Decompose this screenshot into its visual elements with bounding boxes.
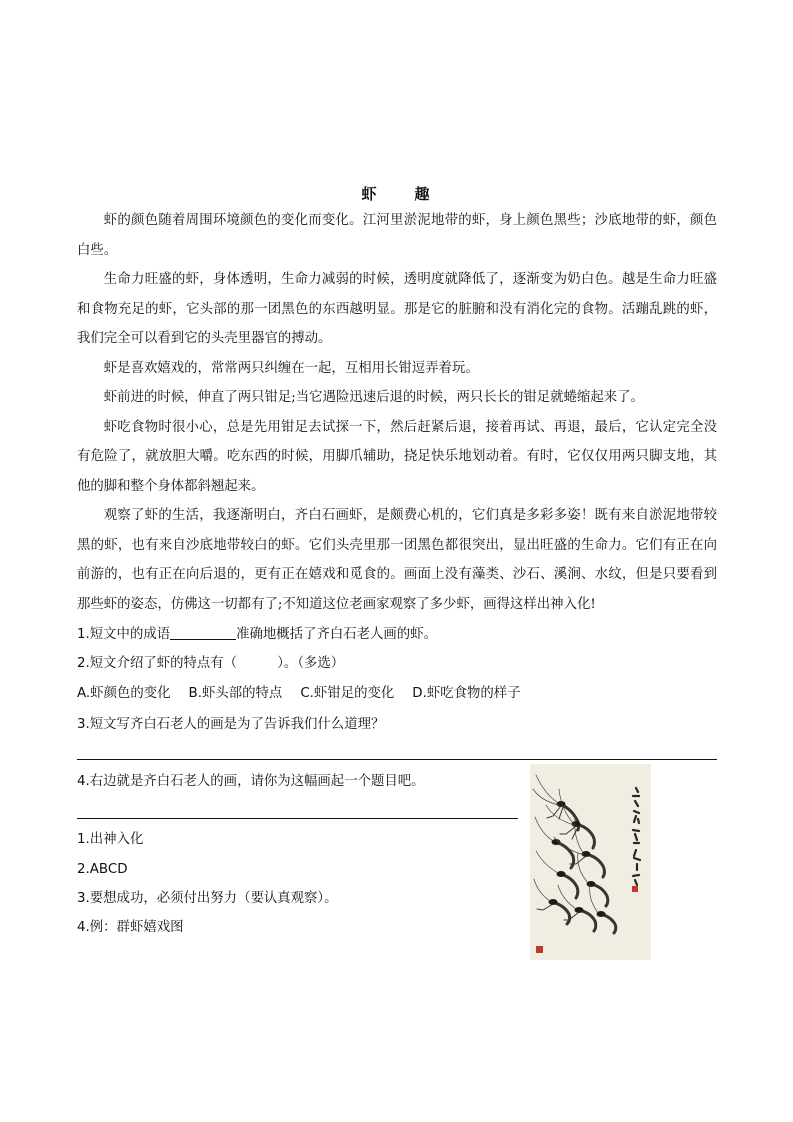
title-char-2: 趣 — [414, 185, 432, 203]
question-2: 2.短文介绍了虾的特点有（ ）。（多选） — [77, 656, 345, 671]
artist-seal-upper — [632, 886, 638, 892]
answer-line-4[interactable] — [77, 818, 518, 819]
question-3: 3.短文写齐白石老人的画是为了告诉我们什么道理？ — [77, 717, 385, 732]
answer-1: 1.出神入化 — [77, 832, 144, 847]
option-b[interactable]: B.虾头部的特点 — [188, 686, 283, 701]
shrimp-painting-drawing — [530, 764, 651, 960]
article-paragraph: 虾前进的时候，伸直了两只钳足;当它遇险迅速后退的时候，两只长长的钳足就蜷缩起来了。 — [103, 390, 644, 405]
shrimp-painting-image — [530, 764, 651, 960]
answer-4: 4.例：群虾嬉戏图 — [77, 920, 184, 935]
answer-3: 3.要想成功，必须付出努力（要认真观察）。 — [77, 891, 338, 906]
answer-2: 2.ABCD — [77, 862, 128, 877]
article-paragraph: 虾的颜色随着周围环境颜色的变化而变化。江河里淤泥地带的虾，身上颜色黑些；沙底地带的虾，颜色白些。 — [77, 213, 717, 258]
inscription-marks — [633, 788, 640, 885]
option-d[interactable]: D.虾吃食物的样子 — [412, 686, 521, 701]
article-body — [77, 206, 717, 619]
title-char-1: 虾 — [361, 185, 379, 203]
question-1 — [77, 625, 437, 645]
answer-blank-1[interactable] — [170, 625, 236, 640]
article-paragraph: 虾吃食物时很小心，总是先用钳足去试探一下，然后赶紧后退，接着再试、再退，最后，它认定完全没有危险了，就放胆大嚼。吃东西的时候，用脚爪辅助，挠足快乐地划动着。有时，它仅仅用两只脚支地，其他的脚和整个身体都斜翘起来。 — [77, 419, 717, 494]
question-2-options — [77, 684, 539, 704]
question-4: 4.右边就是齐白石老人的画，请你为这幅画起一个题目吧。 — [77, 774, 425, 789]
artist-seal-lower — [536, 946, 543, 953]
question-1-text-after: 准确地概括了齐白石老人画的虾。 — [236, 627, 437, 642]
article-paragraph: 虾是喜欢嬉戏的，常常两只纠缠在一起，互相用长钳逗弄着玩。 — [103, 360, 479, 376]
article-paragraph: 生命力旺盛的虾，身体透明，生命力减弱的时候，透明度就降低了，逐渐变为奶白色。越是生命力旺盛和食物充足的虾，它头部的那一团黑色的东西越明显。那是它的脏腑和没有消化完的食物。活蹦乱跳的虾，我们完全可以看到它的头壳里器官的搏动。 — [77, 272, 717, 346]
answer-line-3[interactable] — [77, 759, 717, 760]
option-c[interactable]: C.虾钳足的变化 — [300, 686, 395, 701]
shrimp-body — [552, 804, 616, 933]
shrimp-antennae — [533, 775, 598, 913]
article-title — [0, 183, 793, 204]
question-1-text-before: 1.短文中的成语 — [77, 627, 171, 642]
option-a[interactable]: A.虾颜色的变化 — [77, 686, 171, 701]
article-paragraph: 观察了虾的生活，我逐渐明白，齐白石画虾，是颇费心机的，它们真是多彩多姿！既有来自淤泥地带较黑的虾，也有来自沙底地带较白的虾。它们头壳里那一团黑色都很突出，显出旺盛的生命力。它们有正在向前游的，也有正在向后退的，更有正在嬉戏和觅食的。画面上没有藻类、沙石、溪涧、水纹，但是只要看到那些虾的姿态，仿佛这一切都有了;不知道这位老画家观察了多少虾，画得这样出神入化! — [77, 508, 717, 612]
